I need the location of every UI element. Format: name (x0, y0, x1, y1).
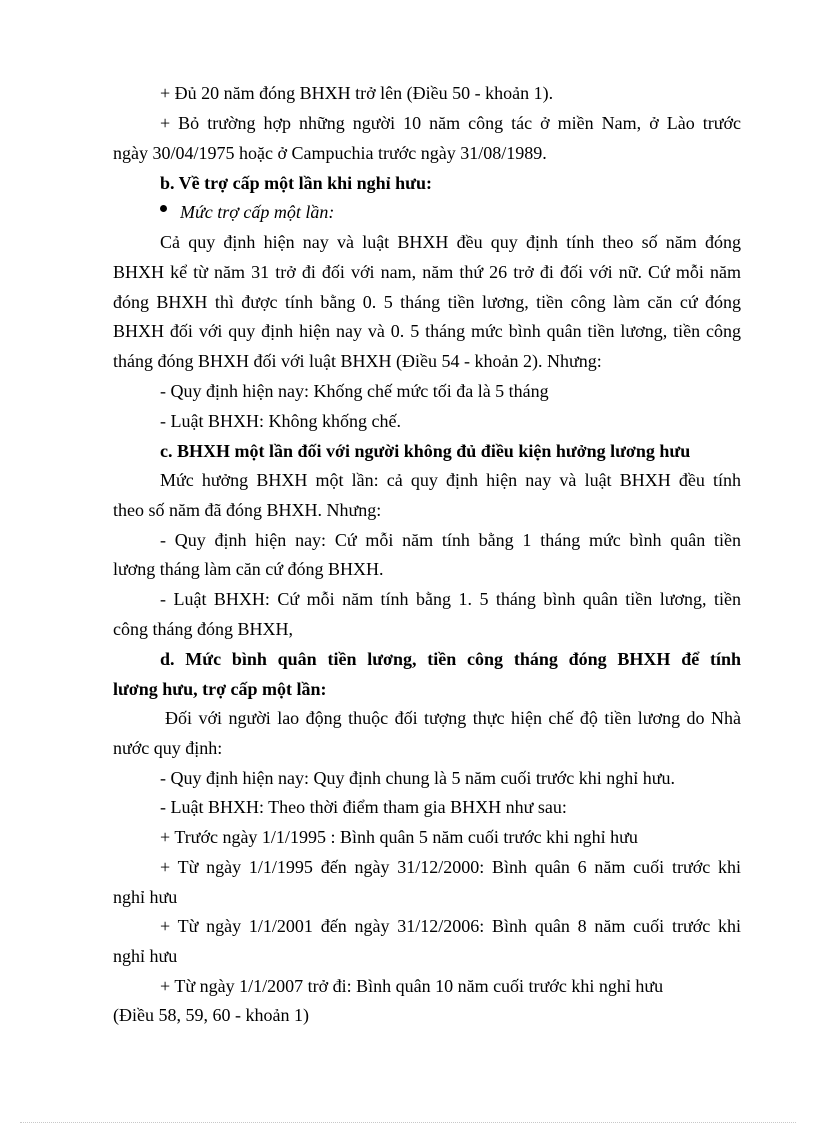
bullet-icon (160, 205, 167, 212)
text-line: đóng BHXH thì được tính bằng 0. 5 tháng tiền lương, tiền công làm căn cứ đóng (113, 292, 741, 312)
text-line: ngày 30/04/1975 hoặc ở Campuchia trước ngày 31/08/1989. (113, 143, 547, 163)
text-line: BHXH kể từ năm 31 trở đi đối với nam, năm thứ 26 trở đi đối với nữ. Cứ mỗi năm (113, 262, 741, 282)
text-line: - Quy định hiện nay: Quy định chung là 5 năm cuối trước khi nghỉ hưu. (160, 768, 675, 788)
text-line: - Luật BHXH: Theo thời điểm tham gia BHXH như sau: (160, 797, 567, 817)
text-line: + Đủ 20 năm đóng BHXH trở lên (Điều 50 - khoản 1). (160, 83, 554, 103)
text-line: Đối với người lao động thuộc đối tượng thực hiện chế độ tiền lương do Nhà (165, 708, 741, 728)
text-line: công tháng đóng BHXH, (113, 619, 293, 639)
text-line: tháng đóng BHXH đối với luật BHXH (Điều 54 - khoản 2). Nhưng: (113, 351, 602, 371)
text-line: + Từ ngày 1/1/2001 đến ngày 31/12/2006: Bình quân 8 năm cuối trước khi (160, 916, 741, 936)
text-line: (Điều 58, 59, 60 - khoản 1) (113, 1005, 309, 1025)
text-line: BHXH đối với quy định hiện nay và 0. 5 tháng mức bình quân tiền lương, tiền công (113, 321, 741, 341)
subheading: Mức trợ cấp một lần: (180, 202, 335, 222)
text-line: Cả quy định hiện nay và luật BHXH đều quy định tính theo số năm đóng (160, 232, 741, 252)
text-line: lương tháng làm căn cứ đóng BHXH. (113, 559, 384, 579)
text-line: + Trước ngày 1/1/1995 : Bình quân 5 năm cuối trước khi nghỉ hưu (160, 827, 638, 847)
text-line: - Quy định hiện nay: Khống chế mức tối đa là 5 tháng (160, 381, 549, 401)
text-line: nước quy định: (113, 738, 223, 758)
text-line: + Từ ngày 1/1/2007 trở đi: Bình quân 10 năm cuối trước khi nghỉ hưu (160, 976, 664, 996)
section-heading-d: d. Mức bình quân tiền lương, tiền công tháng đóng BHXH để tính (160, 649, 741, 669)
section-heading-c: c. BHXH một lần đối với người không đủ điều kiện hưởng lương hưu (160, 441, 691, 461)
text-line: + Từ ngày 1/1/1995 đến ngày 31/12/2000: Bình quân 6 năm cuối trước khi (160, 857, 741, 877)
text-line: theo số năm đã đóng BHXH. Nhưng: (113, 500, 382, 520)
text-line: nghỉ hưu (113, 887, 178, 907)
text-line: - Luật BHXH: Cứ mỗi năm tính bằng 1. 5 tháng bình quân tiền lương, tiền (160, 589, 741, 609)
text-line: - Quy định hiện nay: Cứ mỗi năm tính bằng 1 tháng mức bình quân tiền (160, 530, 741, 550)
section-heading-d-cont: lương hưu, trợ cấp một lần: (113, 679, 327, 699)
section-heading-b: b. Về trợ cấp một lần khi nghỉ hưu: (160, 173, 432, 193)
text-line: - Luật BHXH: Không khống chế. (160, 411, 401, 431)
text-line: nghỉ hưu (113, 946, 178, 966)
text-line: + Bỏ trường hợp những người 10 năm công tác ở miền Nam, ở Lào trước (160, 113, 741, 133)
text-line: Mức hưởng BHXH một lần: cả quy định hiện nay và luật BHXH đều tính (160, 470, 741, 490)
